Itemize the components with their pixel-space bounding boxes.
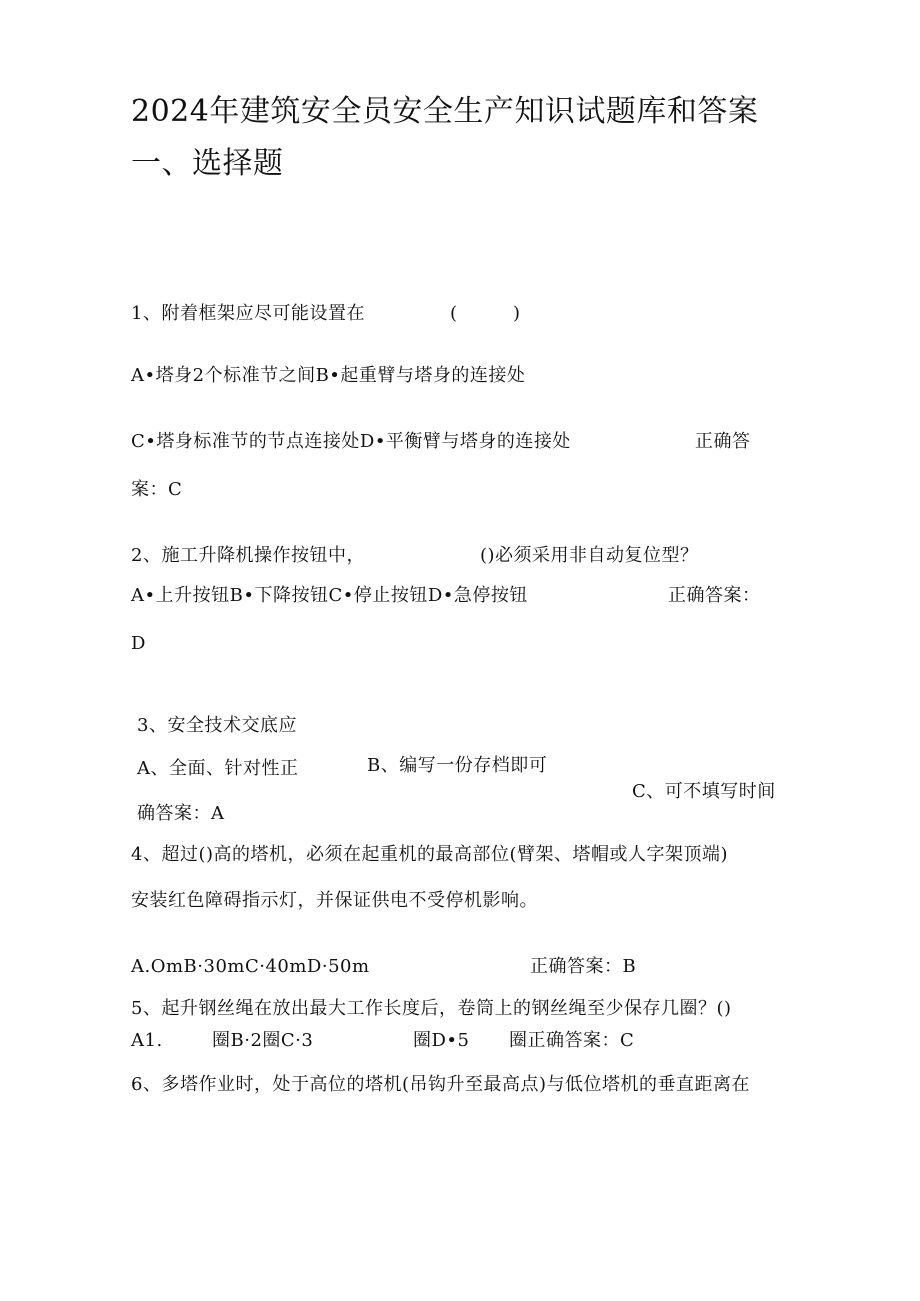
question-4-stem-line-2: 安装红色障碍指示灯，并保证供电不受停机影响。	[131, 890, 538, 911]
question-1-stem: 1、附着框架应尽可能设置在	[131, 303, 365, 324]
question-1-options-ab: A•塔身2个标准节之间B•起重臂与塔身的连接处	[131, 365, 526, 386]
question-5-stem: 5、起升钢丝绳在放出最大工作长度后，卷筒上的钢丝绳至少保存几圈？()	[131, 998, 732, 1019]
question-2-stem: 2、施工升降机操作按钮中，	[131, 545, 365, 566]
question-5-answer: 圈正确答案：C	[509, 1030, 635, 1051]
question-3-option-a: A、全面、针对性正	[137, 758, 299, 779]
question-5-option-d: 圈D•5	[413, 1030, 470, 1051]
question-1-answer-label: 正确答	[695, 431, 751, 452]
question-3-answer: 确答案：A	[137, 803, 225, 824]
question-3-option-b: B、编写一份存档即可	[367, 755, 548, 776]
question-3-stem: 3、安全技术交底应	[137, 715, 297, 736]
question-6-stem: 6、多塔作业时，处于高位的塔机(吊钩升至最高点)与低位塔机的垂直距离在	[131, 1074, 750, 1095]
question-1-blank: ( )	[450, 303, 521, 324]
question-3-option-c: C、可不填写时间	[632, 781, 776, 802]
question-4-answer: 正确答案：B	[530, 956, 637, 977]
question-5-option-a: A1.	[131, 1030, 163, 1051]
question-1-options-cd: C•塔身标准节的节点连接处D•平衡臂与塔身的连接处	[131, 431, 571, 452]
question-2-stem-tail: ()必须采用非自动复位型？	[480, 545, 699, 566]
question-1-answer: 案：C	[131, 479, 183, 500]
question-2-answer: D	[131, 633, 146, 654]
question-2-answer-label: 正确答案：	[668, 585, 761, 606]
question-4-options: A.OmB·30mC·40mD·50m	[131, 956, 370, 977]
question-5-option-b: 圈B·2圈C·3	[212, 1030, 314, 1051]
document-title: 2024年建筑安全员安全生产知识试题库和答案	[131, 94, 759, 129]
question-2-options: A•上升按钮B•下降按钮C•停止按钮D•急停按钮	[131, 585, 528, 606]
question-4-stem-line-1: 4、超过()高的塔机，必须在起重机的最高部位(臂架、塔帽或人字架顶端)	[131, 844, 729, 865]
section-heading: 一、选择题	[131, 146, 284, 181]
